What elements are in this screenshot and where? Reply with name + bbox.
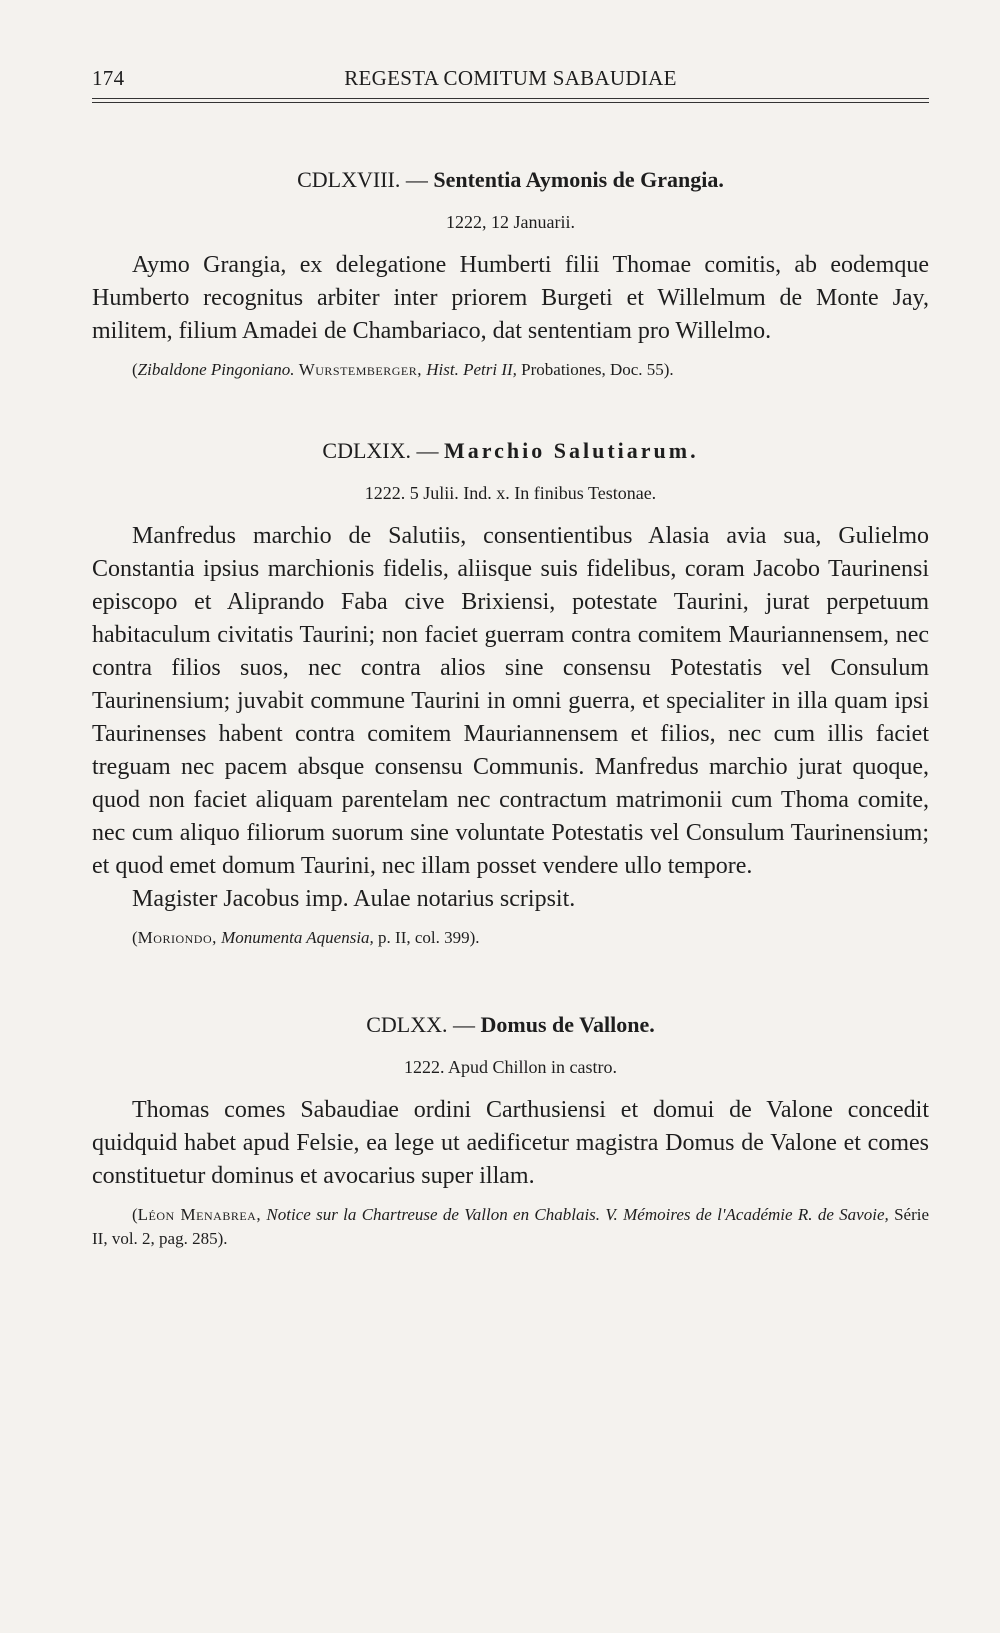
source-note xyxy=(92,1203,929,1251)
source-open: ( xyxy=(132,1205,138,1224)
source-open: ( xyxy=(132,360,138,379)
entry-number: CDLXVIII. — xyxy=(297,167,428,192)
running-title: REGESTA COMITUM SABAUDIAE xyxy=(344,66,677,90)
entry-date: 1222, 12 Januarii. xyxy=(446,212,575,232)
source-rest: p. II, col. 399). xyxy=(378,928,480,947)
source-rest: Série II, vol. 2, pag. 285). xyxy=(92,1205,930,1248)
entry-date: 1222. 5 Julii. Ind. x. In finibus Testonae. xyxy=(364,483,657,503)
page-content xyxy=(92,165,929,1251)
source-italic-2: Hist. Petri II, xyxy=(426,360,517,379)
source-italic-1: Monumenta Aquensia, xyxy=(221,928,374,947)
entry-text: Manfredus marchio de Salutiis, consentientibus Alasia avia sua, Gulielmo Constantia ipsius marchionis fidelis, aliisque suis fidelibus, coram Jacobo Taurinensi episcopo et Aliprando Faba cive Brixiensi, potestate Taurini, jurat perpetuum habitaculum civitatis Taurini; non faciet guerram contra comitem Mauriannensem, nec contra filios suos, nec contra alios sine consensu Potestatis vel Consulum Taurinensium; juvabit commune Taurini in omni guerra, et specialiter in illa quam ipsi Taurinenses habent contra comitem Mauriannensem et filios, nec cum illis faciet treguam nec pacem absque consensu Communis. Manfredus marchio jurat quoque, quod non faciet aliquam parentelam nec contractum matrimonii cum Thoma comite, nec cum aliquo filiorum suorum sine voluntate Potestatis vel Consulum Taurinensium; et quod emet domum Taurini, nec illam posset vendere ullo tempore. xyxy=(92,523,929,879)
entry-text: Aymo Grangia, ex delegatione Humberti filii Thomae comitis, ab eodemque Humberto recognitus arbiter inter priorem Burgeti et Willelmum de Monte Jay, militem, filium Amadei de Chambariaco, dat sententiam pro Willelmo. xyxy=(92,252,929,344)
source-rest: Probationes, Doc. 55). xyxy=(521,360,674,379)
entry-title: Sententia Aymonis de Grangia. xyxy=(433,167,724,192)
source-note xyxy=(92,358,929,382)
source-open: ( xyxy=(132,928,138,947)
entry-number: CDLXX. — xyxy=(366,1012,476,1037)
entry-date: 1222. Apud Chillon in castro. xyxy=(404,1057,617,1077)
header-rule-bottom xyxy=(92,102,929,103)
source-note xyxy=(92,926,929,950)
source-author: Moriondo, xyxy=(137,928,217,947)
entry-number: CDLXIX. — xyxy=(322,438,439,463)
source-italic-1: Notice sur la Chartreuse de Vallon en Chablais. V. Mémoires de l'Académie R. de Savoie, xyxy=(266,1205,889,1224)
running-head xyxy=(92,66,929,96)
entry-cdlxviii xyxy=(92,165,929,382)
entry-heading xyxy=(92,1010,929,1040)
entry-heading xyxy=(92,436,929,466)
entry-title: Domus de Vallone. xyxy=(480,1012,655,1037)
entry-text-signature: Magister Jacobus imp. Aulae notarius scripsit. xyxy=(132,886,576,912)
entry-title: Marchio Salutiarum. xyxy=(444,438,699,463)
source-author: Léon Menabrea, xyxy=(137,1205,262,1224)
source-italic-1: Zibaldone Pingoniano. xyxy=(137,360,295,379)
entry-cdlxx xyxy=(92,1010,929,1251)
entry-cdlxix xyxy=(92,436,929,950)
header-rule-top xyxy=(92,98,929,99)
page-number: 174 xyxy=(92,66,125,90)
source-author: Wurstemberger, xyxy=(298,360,423,379)
entry-text: Thomas comes Sabaudiae ordini Carthusiensi et domui de Valone concedit quidquid habet apud Felsie, ea lege ut aedificetur magistra Domus de Valone et comes constituetur dominus et avocarius super illam. xyxy=(92,1097,929,1189)
entry-heading xyxy=(92,165,929,195)
